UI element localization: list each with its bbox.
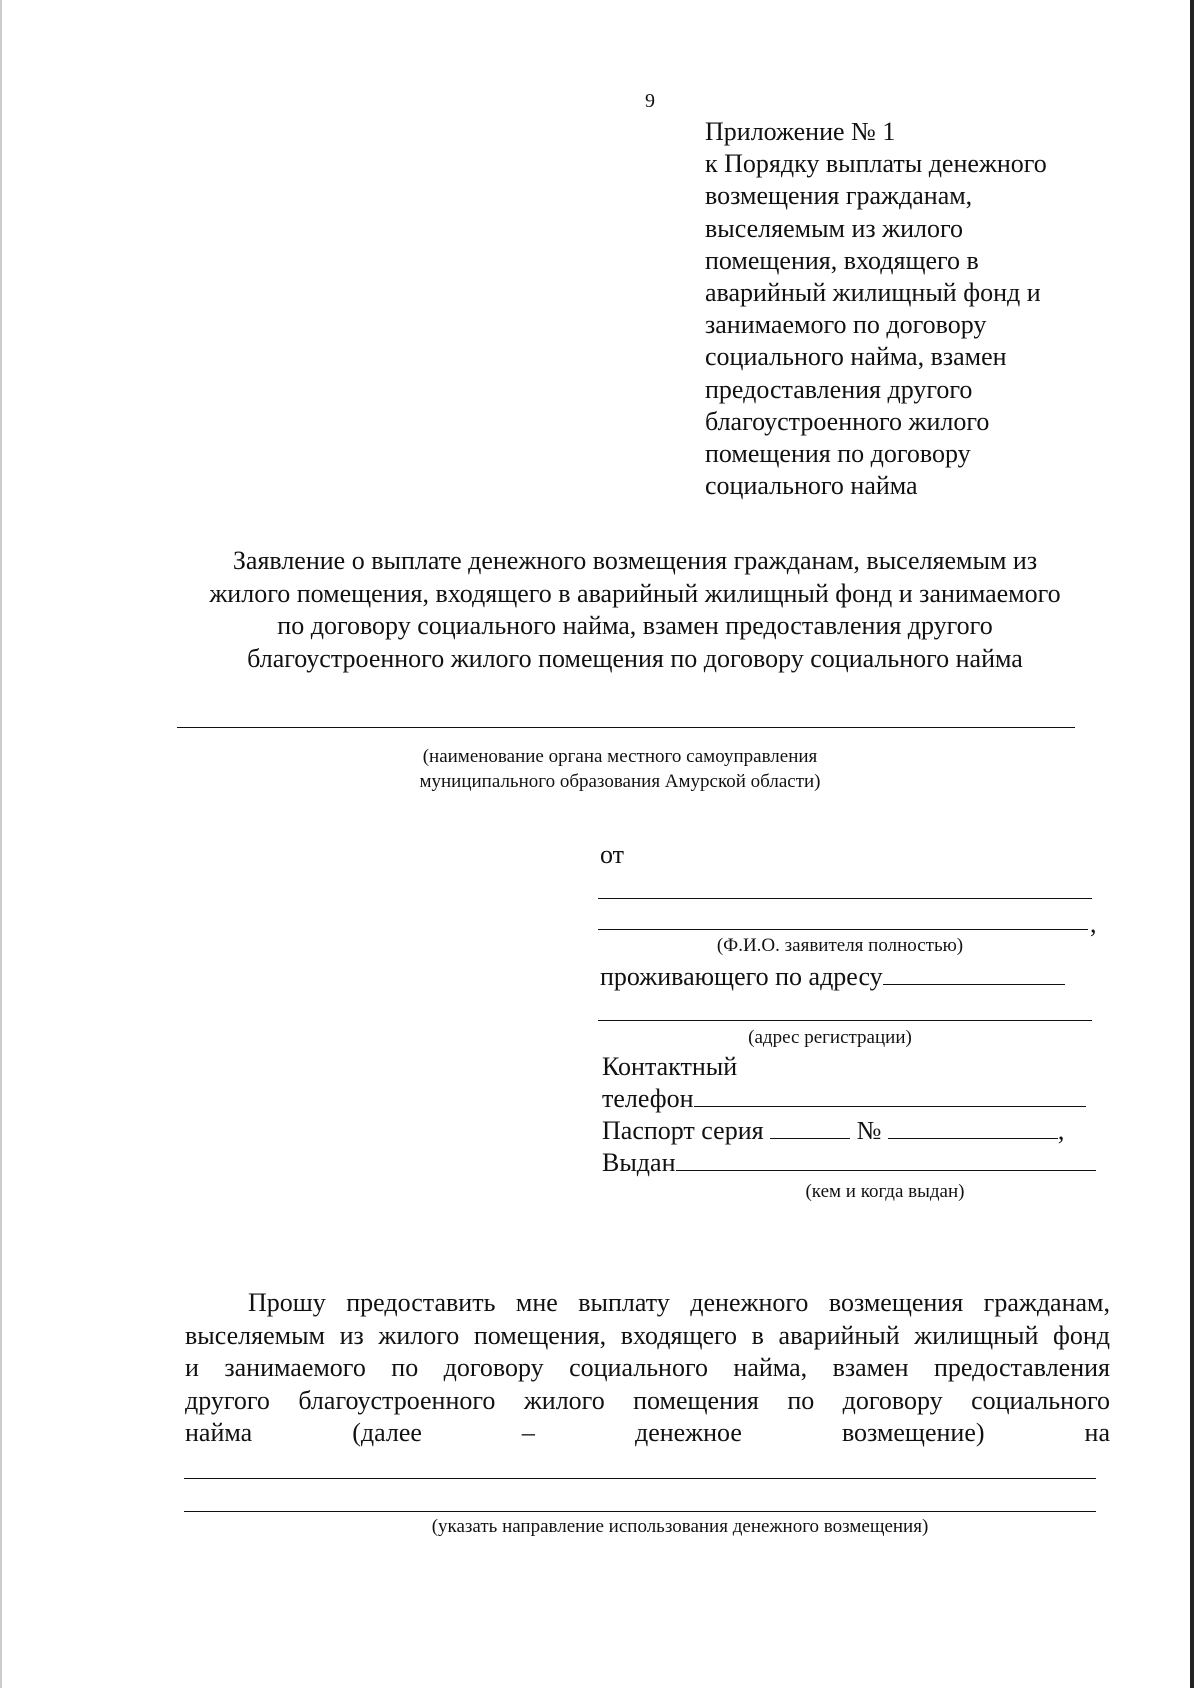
passport-comma: , [1057,1116,1065,1145]
title-line: жилого помещения, входящего в аварийный жилищный фонд и занимаемого [209,578,1061,608]
address-field-line2[interactable] [598,1020,1092,1021]
fio-field-line2[interactable] [598,929,1088,930]
issued-caption: (кем и когда выдан) [805,1181,965,1202]
request-paragraph [185,1287,1110,1450]
issued-row [602,1147,1096,1179]
fio-comma: , [1090,909,1097,938]
organ-name-field[interactable] [177,727,1075,728]
document-title [160,545,1110,675]
appendix-line: Приложение № 1 [705,117,896,146]
contact-label: Контактный [602,1052,738,1081]
appendix-line: помещения, входящего в [705,245,979,275]
direction-caption: (указать направление использования денежного возмещения) [431,1516,929,1537]
appendix-reference [705,116,1125,502]
fio-caption: (Ф.И.О. заявителя полностью) [716,935,964,956]
passport-label: Паспорт серия [602,1116,764,1145]
request-line: и занимаемого по договору социального найма, взамен предоставления [185,1353,1110,1382]
appendix-line: помещения по договору [705,439,971,469]
number-sign: № [856,1116,882,1145]
appendix-line: социального найма, взамен [705,342,1007,372]
appendix-line: социального найма [705,471,918,501]
direction-field-line2[interactable] [184,1511,1096,1512]
phone-label: телефон [602,1084,694,1113]
scan-right-edge [1190,0,1194,1688]
passport-row [602,1115,1064,1147]
appendix-line: предоставления другого [705,374,973,404]
appendix-line: благоустроенного жилого [705,406,990,436]
organ-caption-line2: муниципального образования Амурской области) [419,771,821,792]
address-row [600,961,1065,993]
organ-caption-line1: (наименование органа местного самоуправления [422,746,818,767]
appendix-line: занимаемого по договору [705,310,987,340]
address-caption: (адрес регистрации) [748,1027,912,1048]
appendix-line: возмещения гражданам, [705,181,973,211]
scan-left-edge [0,0,2,1688]
request-line: найма (далее – денежное возмещение) на [185,1418,1110,1447]
phone-row [602,1083,1086,1115]
request-line: Прошу предоставить мне выплату денежного возмещения гражданам, [248,1288,1110,1317]
address-label: проживающего по адресу [600,962,883,991]
request-line: выселяемым из жилого помещения, входящего в аварийный жилищный фонд [185,1320,1110,1350]
from-label: от [600,840,625,869]
fio-field-line1[interactable] [598,898,1092,899]
address-field[interactable] [883,962,1065,985]
issued-field[interactable] [676,1148,1096,1171]
phone-field[interactable] [694,1084,1086,1107]
issued-label: Выдан [602,1148,676,1177]
direction-field-line1[interactable] [184,1478,1096,1479]
page-number: 9 [645,90,655,112]
passport-series-field[interactable] [770,1116,850,1139]
title-line: Заявление о выплате денежного возмещения гражданам, выселяемым из [232,546,1038,575]
title-line: благоустроенного жилого помещения по договору социального найма [247,643,1023,673]
appendix-line: выселяемым из жилого [705,213,964,243]
appendix-line: к Порядку выплаты денежного [705,149,1047,179]
appendix-line: аварийный жилищный фонд и [705,278,1041,308]
request-line: другого благоустроенного жилого помещения по договору социального [185,1385,1110,1415]
passport-number-field[interactable] [888,1116,1058,1139]
title-line: по договору социального найма, взамен предоставления другого [277,611,993,640]
